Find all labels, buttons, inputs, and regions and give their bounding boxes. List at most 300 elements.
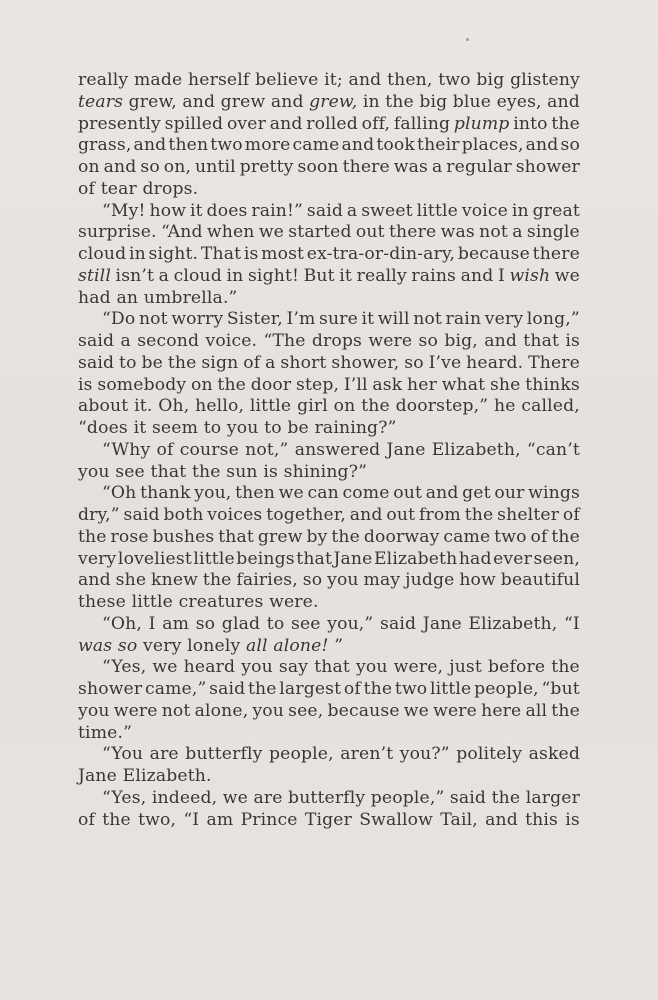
text-line xyxy=(78,527,580,549)
word: sweet xyxy=(361,200,413,221)
word: the xyxy=(78,526,107,547)
word: out xyxy=(393,483,423,504)
word: there xyxy=(342,157,390,177)
word: “Yes, xyxy=(102,787,147,808)
word: indeed, xyxy=(151,787,218,808)
word: here xyxy=(481,700,522,721)
word: spilled xyxy=(164,113,224,134)
word: thinks xyxy=(525,374,580,395)
text-line xyxy=(78,592,580,614)
word: said xyxy=(78,331,115,351)
word: largest xyxy=(279,679,342,699)
word: umbrella.” xyxy=(143,287,238,308)
word: hello, xyxy=(195,396,245,417)
word: was xyxy=(393,157,429,177)
word: shower xyxy=(515,157,580,177)
word: because xyxy=(327,700,400,721)
word: there xyxy=(389,222,437,243)
word: girl xyxy=(297,396,328,417)
word: sight. xyxy=(148,244,199,264)
text-line xyxy=(78,657,580,679)
word: not xyxy=(161,700,191,721)
word: Jane xyxy=(333,548,373,569)
word: believe xyxy=(255,70,319,90)
word: it xyxy=(361,309,375,330)
word: step, xyxy=(295,374,340,395)
word: aren’t xyxy=(340,744,394,765)
word: and xyxy=(484,331,517,351)
word: Sister, xyxy=(226,309,283,330)
word: came,” xyxy=(144,679,207,699)
word: presently xyxy=(78,113,161,134)
word: on xyxy=(333,396,356,417)
word: over xyxy=(226,113,266,134)
word: “Yes, xyxy=(102,657,147,678)
word: rolled xyxy=(306,113,358,134)
word: and xyxy=(269,113,303,134)
word: isn’t xyxy=(115,265,155,286)
word: That xyxy=(200,244,242,264)
word: was xyxy=(440,222,475,243)
word: so xyxy=(418,331,438,351)
word: sun xyxy=(226,461,258,482)
word: voice. xyxy=(205,331,258,351)
word: Elizabeth, xyxy=(431,439,521,460)
word: get xyxy=(462,483,491,504)
text-line xyxy=(78,70,580,92)
word: not,” xyxy=(245,439,289,460)
word: big xyxy=(419,91,448,112)
word: “does xyxy=(78,418,128,438)
word: the xyxy=(191,461,221,482)
word: in xyxy=(511,200,529,221)
word: and xyxy=(270,91,304,112)
word: when xyxy=(206,222,255,243)
word: people, xyxy=(269,744,334,765)
word: the xyxy=(551,526,580,547)
word: little xyxy=(416,200,459,221)
word: until xyxy=(195,157,236,177)
word: grew xyxy=(257,526,303,547)
word: our xyxy=(494,483,525,504)
word: second xyxy=(137,331,200,351)
word: not xyxy=(138,309,168,330)
word: the xyxy=(361,396,390,417)
word: then xyxy=(168,135,209,156)
word: you,” xyxy=(327,613,374,634)
word: and xyxy=(425,483,459,504)
word: glisteny xyxy=(510,70,580,90)
text-line xyxy=(78,396,580,418)
word: her xyxy=(407,374,437,395)
word: of xyxy=(156,439,174,460)
word: thank xyxy=(140,483,191,504)
word: be xyxy=(287,418,309,438)
word: out xyxy=(386,505,416,525)
word: very xyxy=(78,548,117,569)
word: of xyxy=(562,505,580,525)
word: tears xyxy=(78,91,124,112)
word: so xyxy=(560,135,580,156)
word: I’ve xyxy=(428,352,462,373)
word: together, xyxy=(266,505,346,525)
text-line xyxy=(78,766,580,788)
word: she xyxy=(115,570,147,591)
word: is xyxy=(565,331,580,351)
text-line xyxy=(78,549,580,571)
word: butterfly xyxy=(185,744,263,765)
word: surprise. xyxy=(78,222,157,243)
word: were xyxy=(433,700,477,721)
word: of xyxy=(343,679,361,699)
word: am xyxy=(206,809,234,830)
word: Elizabeth. xyxy=(122,766,212,786)
word: out xyxy=(355,222,385,243)
word: were. xyxy=(269,592,319,612)
text-line xyxy=(78,288,580,310)
word: the xyxy=(363,679,393,699)
word: doorstep,” xyxy=(395,396,489,417)
word: really xyxy=(78,70,129,90)
word: doorway xyxy=(363,526,440,547)
word: larger xyxy=(525,787,580,808)
word: “The xyxy=(263,331,306,351)
word: and xyxy=(348,70,382,90)
word: the xyxy=(551,657,580,678)
text-line xyxy=(78,201,580,223)
word: you xyxy=(241,657,273,678)
word: falling xyxy=(393,113,451,134)
word: a xyxy=(265,352,276,373)
word: and xyxy=(78,570,111,591)
word: “And xyxy=(160,222,203,243)
word: still xyxy=(78,265,111,286)
word: shower xyxy=(78,679,143,699)
word: called, xyxy=(521,396,580,417)
word: were, xyxy=(393,657,444,678)
text-line xyxy=(78,309,580,331)
word: and xyxy=(133,135,167,156)
word: all xyxy=(246,635,268,656)
word: plump xyxy=(453,113,510,134)
word: will xyxy=(377,309,410,330)
word: lonely xyxy=(187,635,241,656)
word: seem xyxy=(151,418,199,438)
word: from xyxy=(419,505,461,525)
text-line xyxy=(78,375,580,397)
word: is xyxy=(565,809,580,830)
word: cloud xyxy=(173,265,222,286)
word: places, xyxy=(461,135,524,156)
word: glad xyxy=(221,613,261,634)
word: people, xyxy=(474,679,539,699)
word: people,” xyxy=(370,787,445,808)
word: There xyxy=(528,352,580,373)
word: all xyxy=(525,700,548,721)
word: raining?” xyxy=(314,418,397,438)
word: came xyxy=(443,526,491,547)
word: two, xyxy=(138,809,177,830)
word: said xyxy=(306,200,344,221)
word: to xyxy=(203,418,222,438)
word: the xyxy=(551,113,580,134)
text-line xyxy=(78,723,580,745)
word: am xyxy=(162,613,190,634)
word: this xyxy=(525,809,559,830)
word: very xyxy=(143,635,182,656)
word: and xyxy=(547,91,580,112)
word: you xyxy=(226,418,259,438)
word: “You xyxy=(102,744,144,765)
word: the xyxy=(464,505,494,525)
text-line xyxy=(78,157,580,179)
text-line xyxy=(78,788,580,810)
word: little xyxy=(430,679,472,699)
word: in xyxy=(362,91,380,112)
word: of xyxy=(78,178,96,199)
word: grass, xyxy=(78,135,132,156)
text-line xyxy=(78,570,580,592)
word: grew xyxy=(220,91,266,112)
word: I’ll xyxy=(343,374,368,395)
word: somebody xyxy=(97,374,187,395)
word: made xyxy=(133,70,183,90)
text-line xyxy=(78,353,580,375)
word: was xyxy=(78,635,113,656)
text-line xyxy=(78,462,580,484)
word: does xyxy=(206,200,248,221)
word: said xyxy=(78,352,115,373)
word: pretty xyxy=(239,157,294,177)
word: before xyxy=(488,657,546,678)
word: a xyxy=(120,331,131,351)
word: started xyxy=(288,222,352,243)
word: rains xyxy=(411,265,457,286)
word: the xyxy=(102,809,131,830)
word: little xyxy=(249,396,292,417)
word: wings xyxy=(528,483,580,504)
text-line xyxy=(78,614,580,636)
text-line xyxy=(78,244,580,266)
word: were xyxy=(113,700,158,721)
word: so xyxy=(195,613,216,634)
word: took xyxy=(376,135,415,156)
word: answered xyxy=(294,439,381,460)
word: eyes, xyxy=(496,91,542,112)
word: butterfly xyxy=(288,787,366,808)
text-line xyxy=(78,114,580,136)
word: the xyxy=(217,374,247,395)
word: a xyxy=(512,222,523,243)
text-line xyxy=(78,179,580,201)
word: shelter xyxy=(497,505,560,525)
word: so xyxy=(140,157,160,177)
word: the xyxy=(385,91,414,112)
word: it; xyxy=(324,70,343,90)
word: may xyxy=(363,570,401,591)
word: Jane xyxy=(422,613,462,634)
word: the xyxy=(331,526,360,547)
word: little xyxy=(193,548,235,569)
word: not xyxy=(479,222,508,243)
word: two xyxy=(438,70,471,90)
word: about xyxy=(78,396,129,417)
word: what xyxy=(441,374,486,395)
word: loveliest xyxy=(117,548,192,569)
text-line xyxy=(78,135,580,157)
text-line xyxy=(78,701,580,723)
page-speck xyxy=(466,38,469,41)
word: voice xyxy=(461,200,508,221)
word: beings xyxy=(236,548,295,569)
word: drops xyxy=(311,331,363,351)
word: on, xyxy=(163,157,192,177)
word: knew xyxy=(151,570,199,591)
word: sign xyxy=(201,352,239,373)
word: rose xyxy=(110,526,149,547)
word: and xyxy=(349,505,383,525)
word: beautiful xyxy=(500,570,580,591)
word: were xyxy=(368,331,413,351)
word: in xyxy=(226,265,244,286)
text-line xyxy=(78,440,580,462)
word: these xyxy=(78,592,126,612)
text-line xyxy=(78,92,580,114)
word: grew, xyxy=(128,91,177,112)
word: But xyxy=(303,265,335,286)
word: said xyxy=(379,613,417,634)
word: we xyxy=(258,222,284,243)
word: door xyxy=(250,374,292,395)
word: and xyxy=(460,265,494,286)
word: on xyxy=(190,374,213,395)
text-line xyxy=(78,505,580,527)
word: we xyxy=(278,483,304,504)
word: said xyxy=(209,679,246,699)
word: fairies, xyxy=(236,570,298,591)
word: I’m xyxy=(286,309,316,330)
word: you xyxy=(356,657,388,678)
word: you xyxy=(327,570,359,591)
word: because xyxy=(457,244,530,264)
word: two xyxy=(394,679,428,699)
page-body-text xyxy=(78,70,580,831)
word: cloud xyxy=(78,244,127,264)
word: we xyxy=(222,787,248,808)
word: there xyxy=(532,244,580,264)
word: to xyxy=(264,418,282,438)
word: off, xyxy=(361,113,391,134)
word: just xyxy=(449,657,482,678)
word: big xyxy=(476,70,505,90)
word: you xyxy=(252,700,285,721)
word: Tail, xyxy=(440,809,478,830)
word: that xyxy=(314,657,350,678)
word: blue xyxy=(452,91,492,112)
word: came xyxy=(292,135,340,156)
word: most xyxy=(261,244,305,264)
word: heard. xyxy=(466,352,524,373)
word: Jane xyxy=(78,766,117,786)
word: regular xyxy=(446,157,512,177)
word: that xyxy=(523,331,560,351)
word: of xyxy=(78,809,96,830)
word: to xyxy=(119,352,137,373)
word: an xyxy=(116,287,139,308)
word: “Oh, xyxy=(102,613,143,634)
word: and xyxy=(103,157,137,177)
word: on xyxy=(78,157,100,177)
word: big, xyxy=(444,331,478,351)
word: and xyxy=(341,135,375,156)
word: we xyxy=(152,657,178,678)
word: “My! xyxy=(102,200,146,221)
word: not xyxy=(413,309,442,330)
text-line xyxy=(78,222,580,244)
word: dry,” xyxy=(78,505,120,525)
word: seen, xyxy=(533,548,580,569)
word: Tiger xyxy=(304,809,352,830)
word: time.” xyxy=(78,722,133,743)
word: alone, xyxy=(194,700,249,721)
word: be xyxy=(141,352,163,373)
word: really xyxy=(356,265,407,286)
word: very xyxy=(484,309,524,330)
word: creatures xyxy=(178,592,264,612)
word: so xyxy=(404,352,424,373)
word: a xyxy=(346,200,358,221)
word: drops. xyxy=(142,178,199,199)
text-line xyxy=(78,331,580,353)
word: heard xyxy=(183,657,236,678)
word: herself xyxy=(188,70,250,90)
word: more xyxy=(244,135,291,156)
word: rain!” xyxy=(251,200,303,221)
word: two xyxy=(210,135,243,156)
word: by xyxy=(306,526,328,547)
word: that xyxy=(150,461,187,482)
word: into xyxy=(513,113,548,134)
word: you?” xyxy=(399,744,450,765)
word: wish xyxy=(509,265,551,286)
word: see xyxy=(115,461,145,482)
word: it xyxy=(189,200,203,221)
word: their xyxy=(417,135,460,156)
word: worry xyxy=(171,309,224,330)
word: ” xyxy=(334,635,344,656)
word: of xyxy=(243,352,261,373)
word: had xyxy=(458,548,492,569)
word: and xyxy=(525,135,559,156)
word: the xyxy=(491,787,521,808)
text-line xyxy=(78,744,580,766)
word: bushes xyxy=(152,526,215,547)
word: the xyxy=(247,679,277,699)
word: sight! xyxy=(247,265,300,286)
word: it. xyxy=(134,396,153,417)
word: that xyxy=(218,526,254,547)
word: is xyxy=(243,244,259,264)
word: how xyxy=(149,200,187,221)
word: the xyxy=(167,352,197,373)
word: “I xyxy=(563,613,580,634)
word: so xyxy=(117,635,138,656)
word: both xyxy=(163,505,204,525)
word: can xyxy=(307,483,339,504)
word: are xyxy=(253,787,283,808)
word: see xyxy=(290,613,321,634)
word: had xyxy=(78,287,111,308)
